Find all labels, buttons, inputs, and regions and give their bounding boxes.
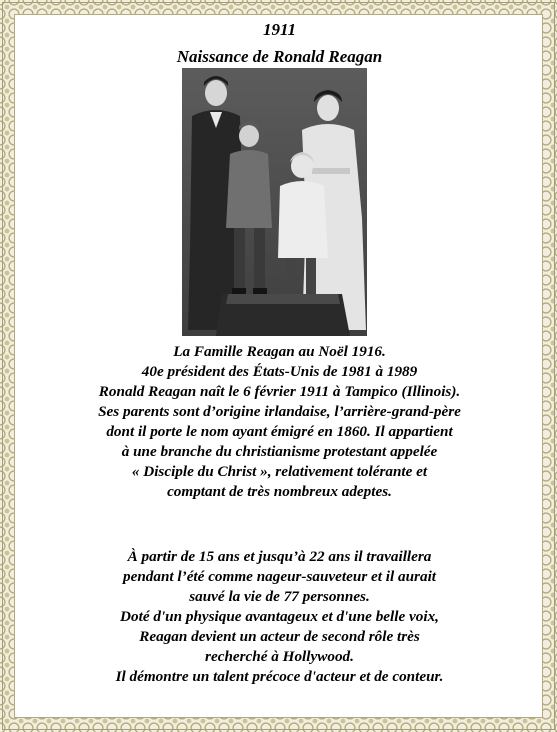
text-line: Doté d'un physique avantageux et d'une belle voix,	[120, 608, 439, 625]
text-line: « Disciple du Christ », relativement tolérante et	[131, 463, 428, 480]
text-line: dont il porte le nom ayant émigré en 1860. Il appartient	[106, 423, 453, 440]
text-line: Reagan devient un acteur de second rôle très	[139, 628, 420, 645]
text-line: à une branche du christianisme protestant appelée	[121, 443, 438, 460]
text-line: comptant de très nombreux adeptes.	[167, 483, 392, 500]
text-line: Ses parents sont d’origine irlandaise, l’arrière-grand-père	[98, 403, 461, 420]
text-line: 40e président des États-Unis de 1981 à 1989	[141, 363, 418, 380]
paragraph-family-origins	[15, 342, 544, 502]
text-line: sauvé la vie de 77 personnes.	[189, 588, 370, 605]
text-line: pendant l’été comme nageur-sauveteur et il aurait	[122, 568, 437, 585]
content-panel	[14, 14, 543, 718]
text-line: recherché à Hollywood.	[205, 648, 354, 665]
paragraph-career	[15, 547, 544, 687]
family-photo-illustration	[182, 68, 367, 336]
family-photo	[182, 68, 367, 336]
text-line: À partir de 15 ans et jusqu’à 22 ans il travaillera	[127, 548, 432, 565]
year-heading: 1911	[262, 20, 297, 39]
page-title: Naissance de Ronald Reagan	[176, 47, 383, 66]
text-line: Ronald Reagan naît le 6 février 1911 à Tampico (Illinois).	[98, 383, 461, 400]
text-line: Il démontre un talent précoce d'acteur et de conteur.	[115, 668, 444, 685]
text-line: La Famille Reagan au Noël 1916.	[173, 343, 386, 360]
